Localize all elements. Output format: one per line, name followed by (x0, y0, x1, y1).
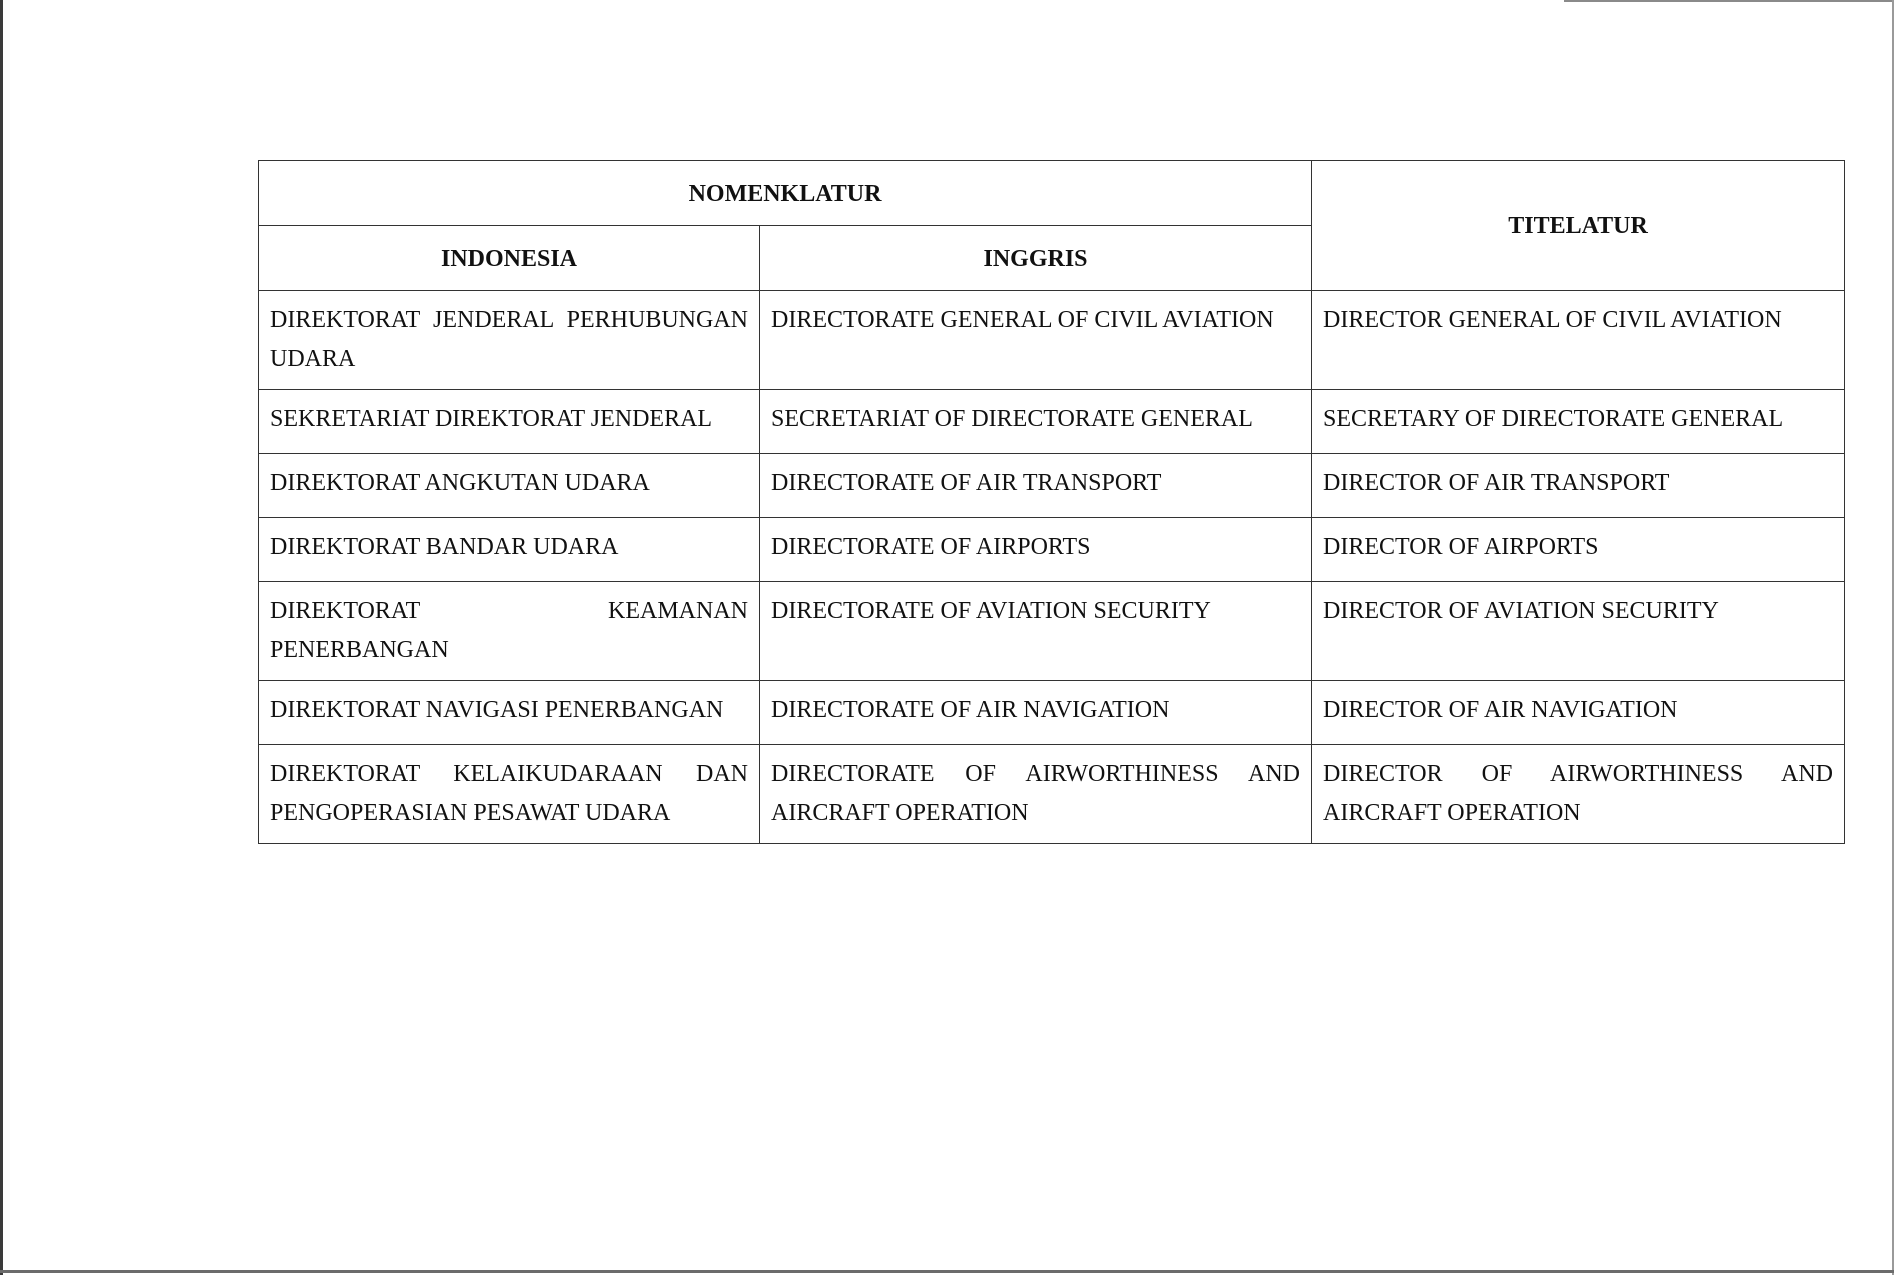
scan-edge-top (1564, 0, 1894, 2)
cell-indonesia: SEKRETARIAT DIREKTORAT JENDERAL (259, 390, 760, 454)
scan-edge-left (0, 0, 3, 1275)
cell-titelatur: DIRECTOR OF AIRPORTS (1312, 518, 1845, 582)
header-titelatur: TITELATUR (1312, 161, 1845, 291)
cell-indonesia: DIREKTORAT BANDAR UDARA (259, 518, 760, 582)
cell-titelatur: SECRETARY OF DIRECTORATE GENERAL (1312, 390, 1845, 454)
cell-inggris: DIRECTORATE OF AIRWORTHINESS AND AIRCRAFT OPERATION (760, 745, 1312, 844)
cell-inggris: DIRECTORATE GENERAL OF CIVIL AVIATION (760, 291, 1312, 390)
cell-indonesia: DIREKTORAT KEAMANAN PENERBANGAN (259, 582, 760, 681)
cell-inggris: DIRECTORATE OF AIR NAVIGATION (760, 681, 1312, 745)
header-indonesia: INDONESIA (259, 226, 760, 291)
cell-titelatur: DIRECTOR OF AIRWORTHINESS AND AIRCRAFT OPERATION (1312, 745, 1845, 844)
table-row (259, 390, 1845, 454)
header-inggris: INGGRIS (760, 226, 1312, 291)
cell-indonesia: DIREKTORAT NAVIGASI PENERBANGAN (259, 681, 760, 745)
cell-inggris: SECRETARIAT OF DIRECTORATE GENERAL (760, 390, 1312, 454)
cell-inggris: DIRECTORATE OF AIR TRANSPORT (760, 454, 1312, 518)
cell-titelatur: DIRECTOR OF AIR TRANSPORT (1312, 454, 1845, 518)
table-row (259, 745, 1845, 844)
cell-titelatur: DIRECTOR GENERAL OF CIVIL AVIATION (1312, 291, 1845, 390)
nomenclature-table (258, 160, 1845, 844)
cell-indonesia: DIREKTORAT JENDERAL PERHUBUNGAN UDARA (259, 291, 760, 390)
table-row (259, 454, 1845, 518)
cell-titelatur: DIRECTOR OF AIR NAVIGATION (1312, 681, 1845, 745)
cell-indonesia: DIREKTORAT ANGKUTAN UDARA (259, 454, 760, 518)
table-row (259, 582, 1845, 681)
cell-inggris: DIRECTORATE OF AVIATION SECURITY (760, 582, 1312, 681)
cell-titelatur: DIRECTOR OF AVIATION SECURITY (1312, 582, 1845, 681)
header-nomenklatur: NOMENKLATUR (259, 161, 1312, 226)
table-row (259, 681, 1845, 745)
cell-indonesia: DIREKTORAT KELAIKUDARAAN DAN PENGOPERASIAN PESAWAT UDARA (259, 745, 760, 844)
scan-edge-bottom (0, 1270, 1894, 1273)
cell-inggris: DIRECTORATE OF AIRPORTS (760, 518, 1312, 582)
table-row (259, 518, 1845, 582)
table-row (259, 291, 1845, 390)
